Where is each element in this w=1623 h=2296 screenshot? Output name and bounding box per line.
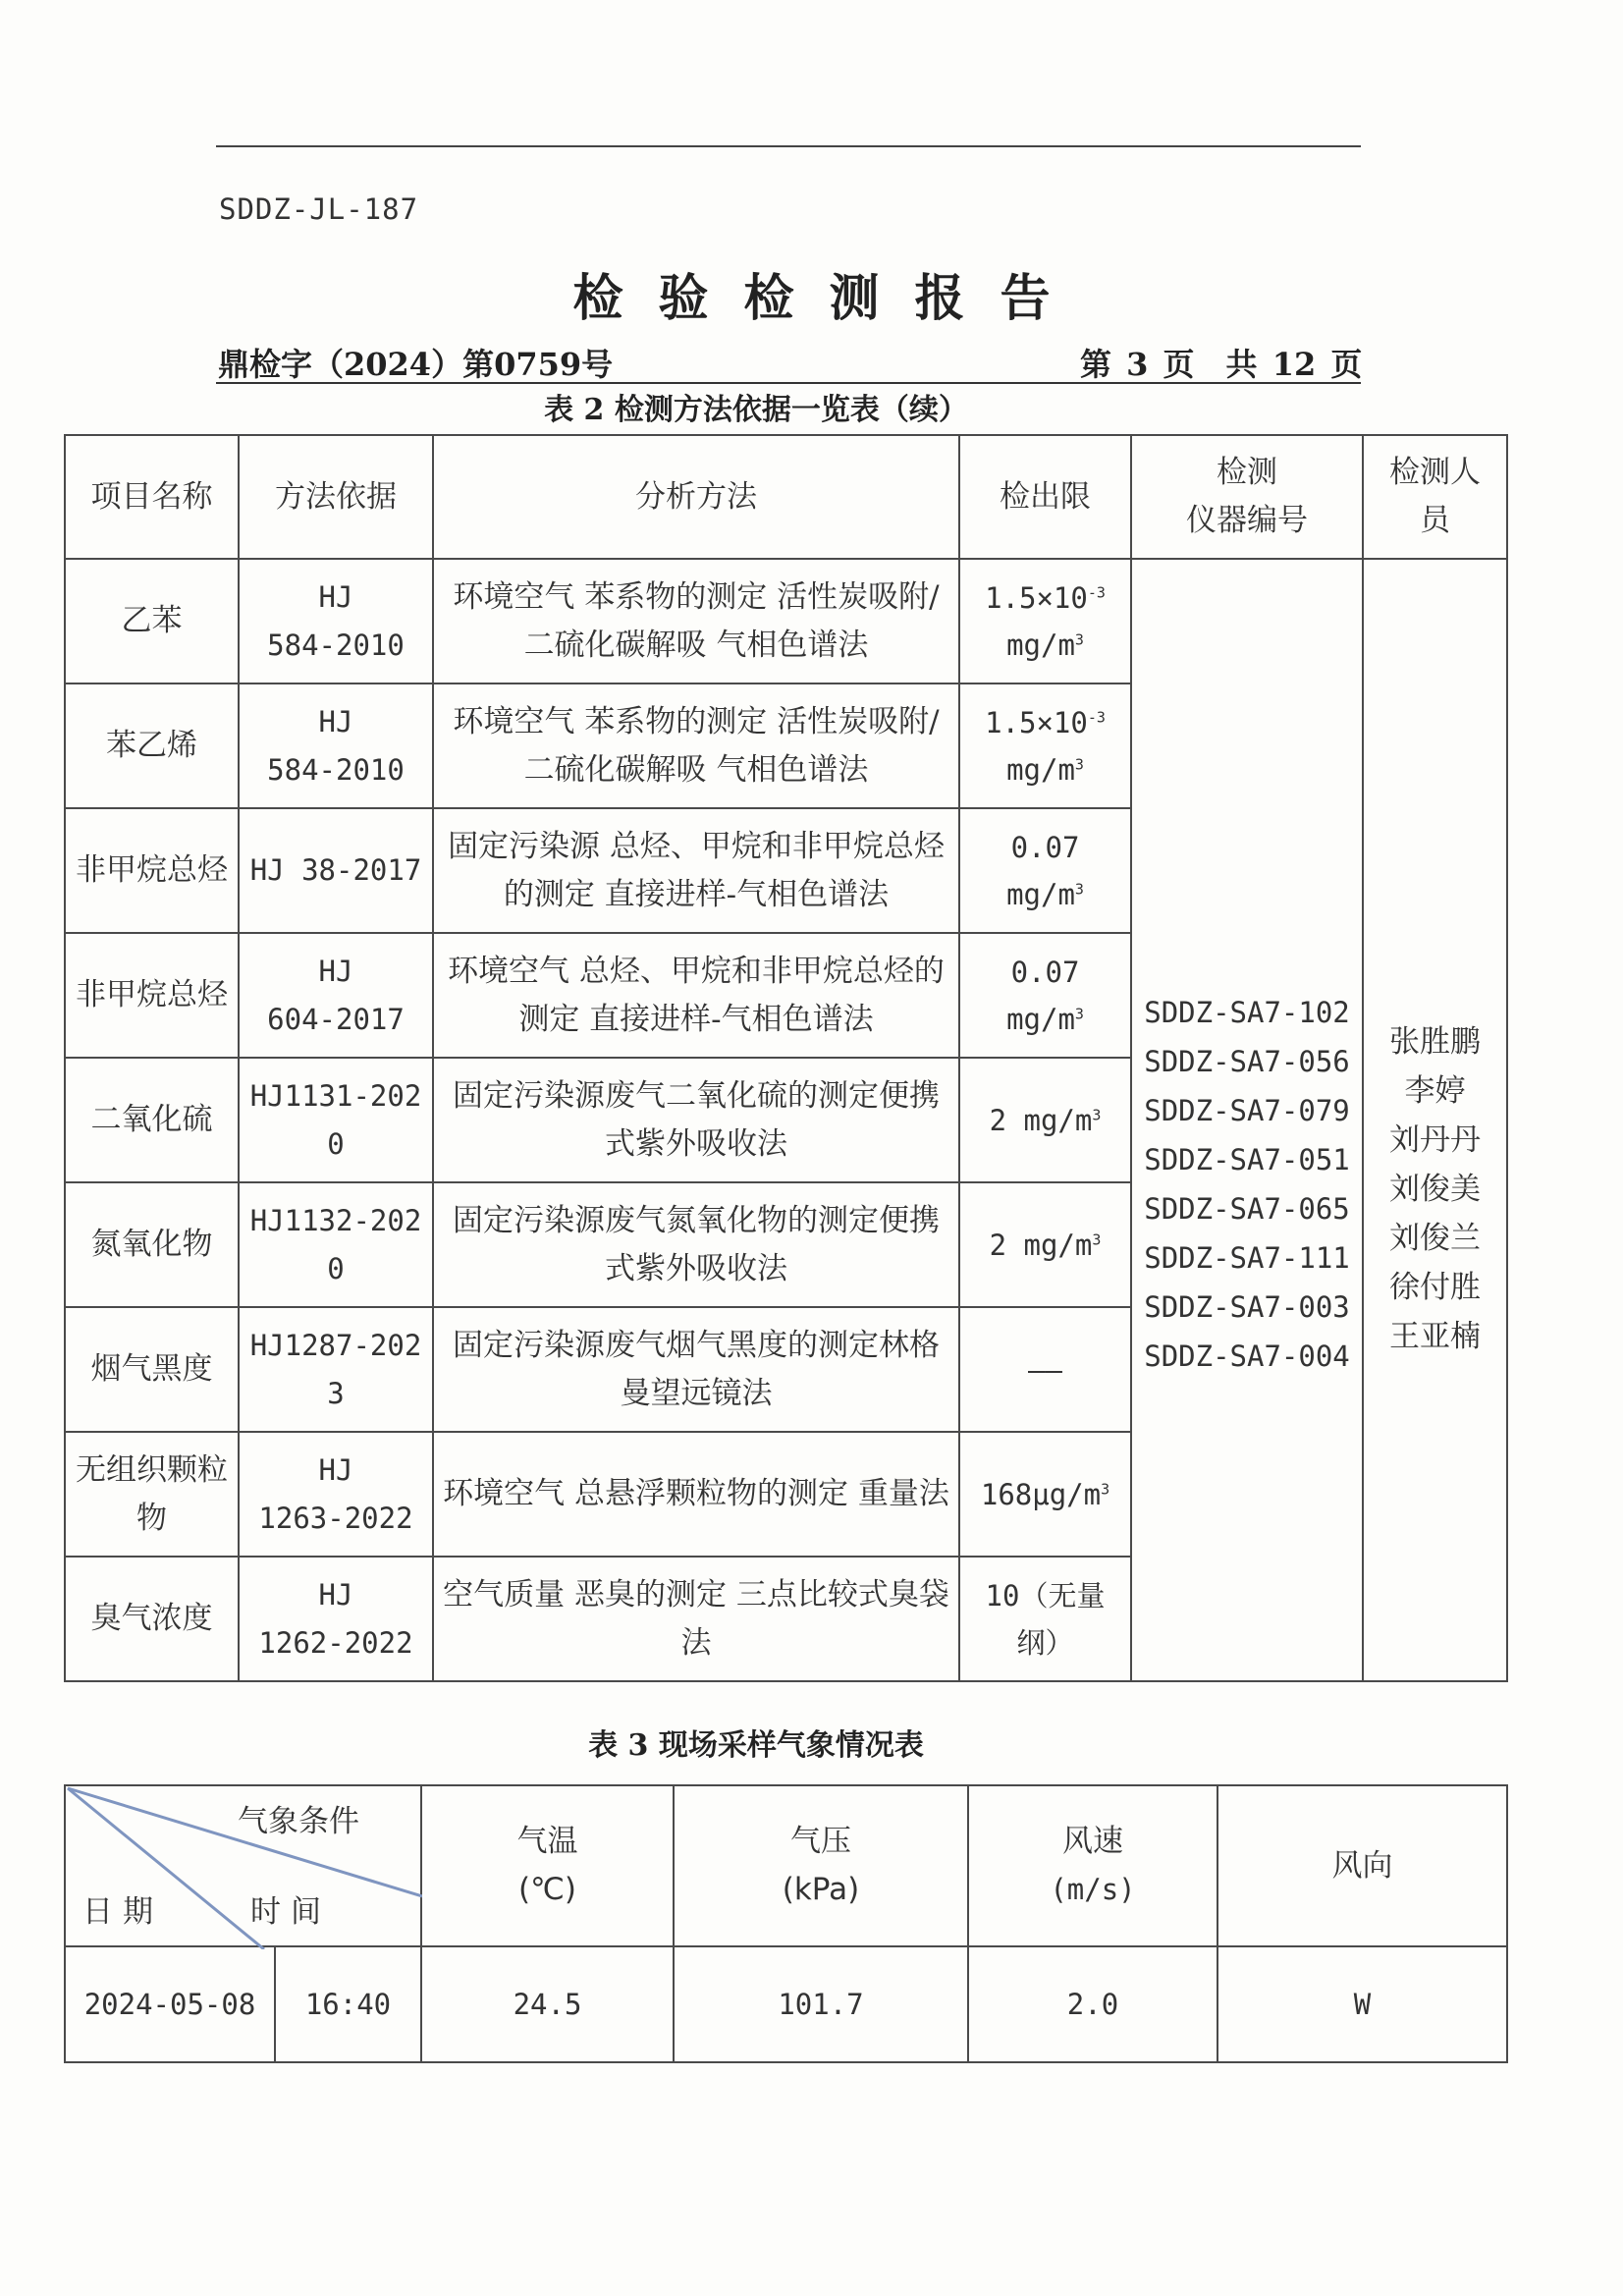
- cell-time: 16:40: [275, 1946, 421, 2062]
- cell-item: 无组织颗粒物: [65, 1432, 239, 1557]
- inspector-name: 刘丹丹: [1389, 1121, 1481, 1158]
- diag-label-date: 日期: [82, 1894, 163, 1930]
- cell-method: HJ 584-2010: [239, 559, 433, 683]
- cell-inspectors: [1363, 559, 1507, 1681]
- header-wind-direction: 风向: [1217, 1785, 1507, 1946]
- diag-label-time: 时间: [250, 1894, 331, 1930]
- header-wind-speed: 风速 (m/s): [968, 1785, 1217, 1946]
- inspector-name: 王亚楠: [1389, 1318, 1481, 1354]
- weather-table: [64, 1784, 1508, 2063]
- inspector-name: 刘俊兰: [1389, 1220, 1481, 1256]
- instrument-id: SDDZ-SA7-056: [1144, 1044, 1350, 1078]
- report-number: 鼎检字（2024）第0759号: [218, 346, 614, 383]
- table3-header-row: [65, 1785, 1507, 1946]
- cell-date: 2024-05-08: [65, 1946, 275, 2062]
- cell-pressure: 101.7: [674, 1946, 968, 2062]
- cell-limit: 10（无量纲）: [959, 1557, 1131, 1681]
- cell-analysis: 固定污染源废气烟气黑度的测定林格曼望远镜法: [433, 1307, 959, 1432]
- cell-method: HJ 38-2017: [239, 808, 433, 933]
- inspector-name: 李婷: [1404, 1072, 1466, 1109]
- cell-method: HJ1132-202 0: [239, 1182, 433, 1307]
- cell-item: 苯乙烯: [65, 683, 239, 808]
- inspector-name: 刘俊美: [1389, 1171, 1481, 1207]
- cell-analysis: 固定污染源废气二氧化硫的测定便携式紫外吸收法: [433, 1058, 959, 1182]
- cell-item: 非甲烷总烃: [65, 808, 239, 933]
- cell-method: HJ 1262-2022: [239, 1557, 433, 1681]
- table3-caption: 表 3 现场采样气象情况表: [588, 1728, 924, 1763]
- cell-method: HJ1131-202 0: [239, 1058, 433, 1182]
- header-rule: [216, 145, 1361, 147]
- report-title: 检验检测报告: [572, 269, 1086, 328]
- cell-method: HJ 1263-2022: [239, 1432, 433, 1557]
- header-pressure: 气压 (kPa): [674, 1785, 968, 1946]
- instrument-id: SDDZ-SA7-051: [1144, 1142, 1350, 1176]
- cell-analysis: 固定污染源废气氮氧化物的测定便携式紫外吸收法: [433, 1182, 959, 1307]
- instrument-id: SDDZ-SA7-102: [1144, 995, 1350, 1029]
- cell-method: HJ1287-202 3: [239, 1307, 433, 1432]
- table2-header-row: [65, 435, 1507, 559]
- cell-item: 乙苯: [65, 559, 239, 683]
- table2-caption: 表 2 检测方法依据一览表（续）: [544, 393, 968, 427]
- header-inspector: 检测人 员: [1363, 435, 1507, 559]
- cell-analysis: 空气质量 恶臭的测定 三点比较式臭袋法: [433, 1557, 959, 1681]
- page-info: 第 3 页 共 12 页: [1080, 346, 1363, 383]
- cell-limit: 2 $mg/m^3$: [959, 1058, 1131, 1182]
- cell-item: 烟气黑度: [65, 1307, 239, 1432]
- cell-analysis: 环境空气 苯系物的测定 活性炭吸附/二硫化碳解吸 气相色谱法: [433, 559, 959, 683]
- cell-item: 二氧化硫: [65, 1058, 239, 1182]
- diagonal-header-cell: [65, 1785, 421, 1946]
- cell-limit: 0.07 $mg/m^3$: [959, 808, 1131, 933]
- header-instrument: 检测 仪器编号: [1131, 435, 1363, 559]
- header-method: 方法依据: [239, 435, 433, 559]
- cell-instrument-ids: [1131, 559, 1363, 1681]
- weather-data-row: [65, 1946, 1507, 2062]
- instrument-id: SDDZ-SA7-079: [1144, 1093, 1350, 1127]
- inspector-name: 徐付胜: [1389, 1269, 1481, 1305]
- cell-method: HJ 604-2017: [239, 933, 433, 1058]
- cell-analysis: 环境空气 苯系物的测定 活性炭吸附/二硫化碳解吸 气相色谱法: [433, 683, 959, 808]
- cell-wind-direction: W: [1217, 1946, 1507, 2062]
- header-analysis: 分析方法: [433, 435, 959, 559]
- instrument-id: SDDZ-SA7-065: [1144, 1191, 1350, 1226]
- cell-wind-speed: 2.0: [968, 1946, 1217, 2062]
- header-temperature: 气温 (℃): [421, 1785, 674, 1946]
- cell-method: HJ 584-2010: [239, 683, 433, 808]
- cell-item: 氮氧化物: [65, 1182, 239, 1307]
- cell-limit: 2 $mg/m^3$: [959, 1182, 1131, 1307]
- report-number-rule: [216, 382, 1361, 384]
- instrument-id: SDDZ-SA7-111: [1144, 1240, 1350, 1275]
- cell-item: 臭气浓度: [65, 1557, 239, 1681]
- header-limit: 检出限: [959, 435, 1131, 559]
- cell-limit: ——: [959, 1307, 1131, 1432]
- cell-item: 非甲烷总烃: [65, 933, 239, 1058]
- cell-limit: $1.5\times 10^{-3}$ $mg/m^3$: [959, 559, 1131, 683]
- cell-limit: 0.07 $mg/m^3$: [959, 933, 1131, 1058]
- inspector-name: 张胜鹏: [1389, 1023, 1481, 1060]
- cell-limit: $1.5\times 10^{-3}$ $mg/m^3$: [959, 683, 1131, 808]
- cell-limit: $168\mu g/m^3$: [959, 1432, 1131, 1557]
- method-basis-table: [64, 434, 1508, 1682]
- instrument-id: SDDZ-SA7-004: [1144, 1339, 1350, 1373]
- cell-temperature: 24.5: [421, 1946, 674, 2062]
- cell-analysis: 固定污染源 总烃、甲烷和非甲烷总烃的测定 直接进样-气相色谱法: [433, 808, 959, 933]
- method-row: [65, 559, 1507, 683]
- header-item: 项目名称: [65, 435, 239, 559]
- diag-label-conditions: 气象条件: [238, 1804, 359, 1839]
- cell-analysis: 环境空气 总烃、甲烷和非甲烷总烃的测定 直接进样-气相色谱法: [433, 933, 959, 1058]
- document-code: SDDZ-JL-187: [219, 192, 419, 226]
- cell-analysis: 环境空气 总悬浮颗粒物的测定 重量法: [433, 1432, 959, 1557]
- instrument-id: SDDZ-SA7-003: [1144, 1289, 1350, 1324]
